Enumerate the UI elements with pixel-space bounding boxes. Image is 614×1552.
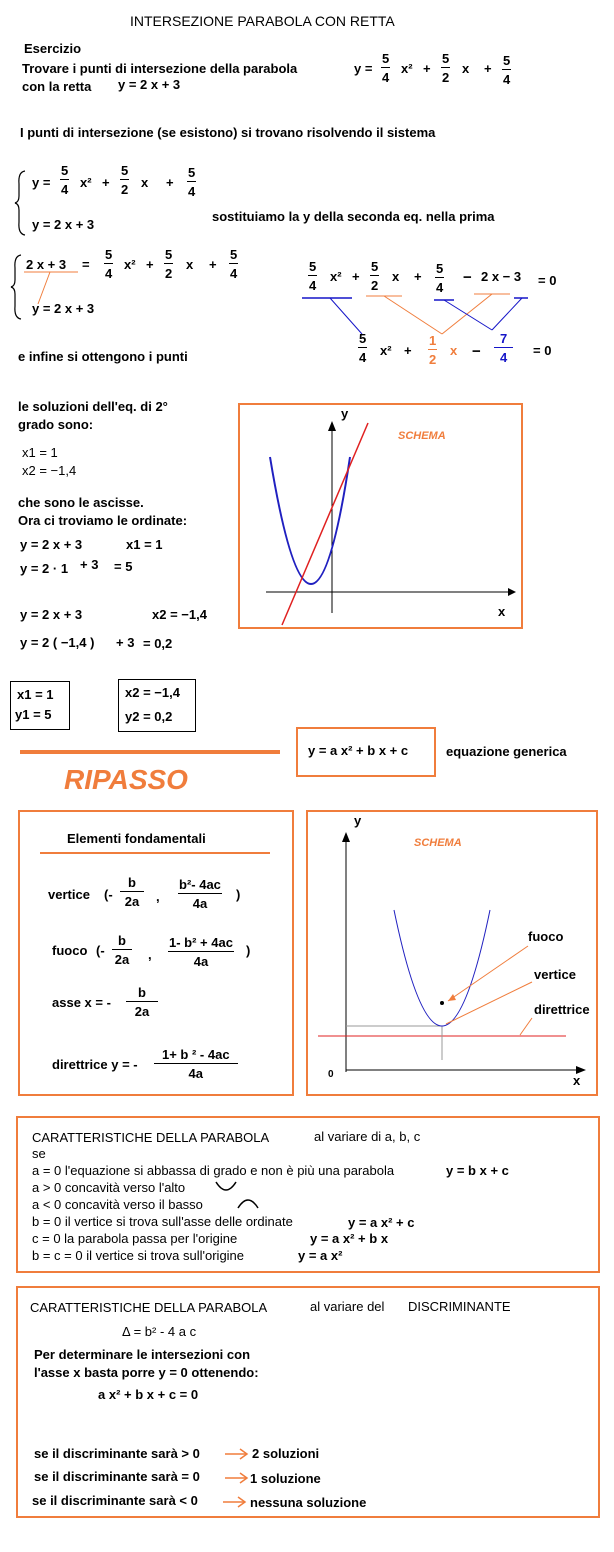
intro-text: I punti di intersezione (se esistono) si trovano risolvendo il sistema <box>20 125 436 140</box>
fraction: 7 4 <box>494 332 513 364</box>
solution-box-2: x2 = −1,4 y2 = 0,2 <box>118 679 196 732</box>
page-title: INTERSEZIONE PARABOLA CON RETTA <box>130 13 395 29</box>
fraction: 5 4 <box>61 163 69 197</box>
elementi-box: Elementi fondamentali vertice (- b 2a , b²- 4ac 4a ) fuoco (- b 2a , 1- b² + 4ac 4a ) asse x = - b 2a direttrice y = - 1+ b ² - 4ac 4a <box>18 810 294 1096</box>
fraction: 1- b² + 4ac 4a <box>169 935 233 969</box>
ripasso-heading: RIPASSO <box>64 764 188 795</box>
fraction: 1+ b ² - 4ac 4a <box>154 1048 238 1080</box>
fraction: 5 4 <box>105 247 113 281</box>
system-brace <box>10 254 24 320</box>
fraction: b 2a <box>120 876 144 908</box>
fraction: 5 4 <box>230 247 238 281</box>
generic-equation-label: equazione generica <box>446 744 567 759</box>
fraction: 5 4 <box>503 53 511 87</box>
exercise-text-line1: Trovare i punti di intersezione della parabola <box>22 61 298 76</box>
solution-x1: x1 = 1 <box>22 445 58 460</box>
fraction: b²- 4ac 4a <box>179 877 221 911</box>
caratteristiche-delta-box: CARATTERISTICHE DELLA PARABOLA al variare del DISCRIMINANTE Δ = b² - 4 a c Per determinare le intersezioni con l'asse x basta porre y = 0 ottenendo: a x² + b x + c = 0 se il discriminante sarà > 0 2 soluzioni se il discriminante sarà = 0 1 soluzione se il discriminante sarà < 0 nessuna soluzione <box>16 1286 600 1518</box>
fraction: 5 2 <box>121 163 129 197</box>
fraction: 5 2 <box>442 51 450 85</box>
system-brace <box>14 170 28 236</box>
solution-x2: x2 = −1,4 <box>22 463 77 478</box>
generic-equation-box: y = a x² + b x + c <box>296 727 436 777</box>
infine-text: e infine si ottengono i punti <box>18 349 188 364</box>
solution-box-1: x1 = 1 y1 = 5 <box>10 681 70 730</box>
caratteristiche-abc-box: CARATTERISTICHE DELLA PARABOLA al variare di a, b, c se a = 0 l'equazione si abbassa di grado e non è più una parabola y = b x + c a > 0 concavità verso l'alto a < 0 concavità verso il basso b = 0 il vertice si trova sull'asse delle ordinate y = a x² + c c = 0 la parabola passa per l'origine y = a x² + b x b = c = 0 il vertice si trova sull'origine y = a x² <box>16 1116 600 1273</box>
exercise-retta: y = 2 x + 3 <box>118 77 181 92</box>
substitution-note: sostituiamo la y della seconda eq. nella prima <box>212 209 495 224</box>
exercise-label: Esercizio <box>24 41 82 56</box>
ripasso-divider <box>20 750 280 754</box>
graph1-svg <box>238 403 523 629</box>
fraction: 5 4 <box>359 331 367 365</box>
concave-down-icon <box>236 1196 260 1210</box>
graph-schema-1: y x SCHEMA <box>238 403 523 629</box>
fraction: 5 2 <box>165 247 173 281</box>
graph2-svg <box>306 810 598 1096</box>
fraction: 5 4 <box>188 165 196 199</box>
arrow-right-icon <box>222 1496 248 1508</box>
fraction: b 2a <box>126 986 158 1018</box>
exercise-text-line2: con la retta <box>22 79 92 94</box>
fraction: 5 4 <box>309 259 317 293</box>
fraction: b 2a <box>112 934 132 966</box>
fraction: 5 4 <box>382 51 390 85</box>
concave-up-icon <box>214 1180 238 1194</box>
graph-schema-2: y x 0 SCHEMA fuoco vertice direttrice <box>306 810 598 1096</box>
fraction: 5 4 <box>436 261 444 295</box>
arrow-right-icon <box>224 1472 250 1484</box>
arrow-right-icon <box>224 1448 250 1460</box>
fraction: 5 2 <box>371 259 379 293</box>
fraction: 1 2 <box>429 333 437 367</box>
